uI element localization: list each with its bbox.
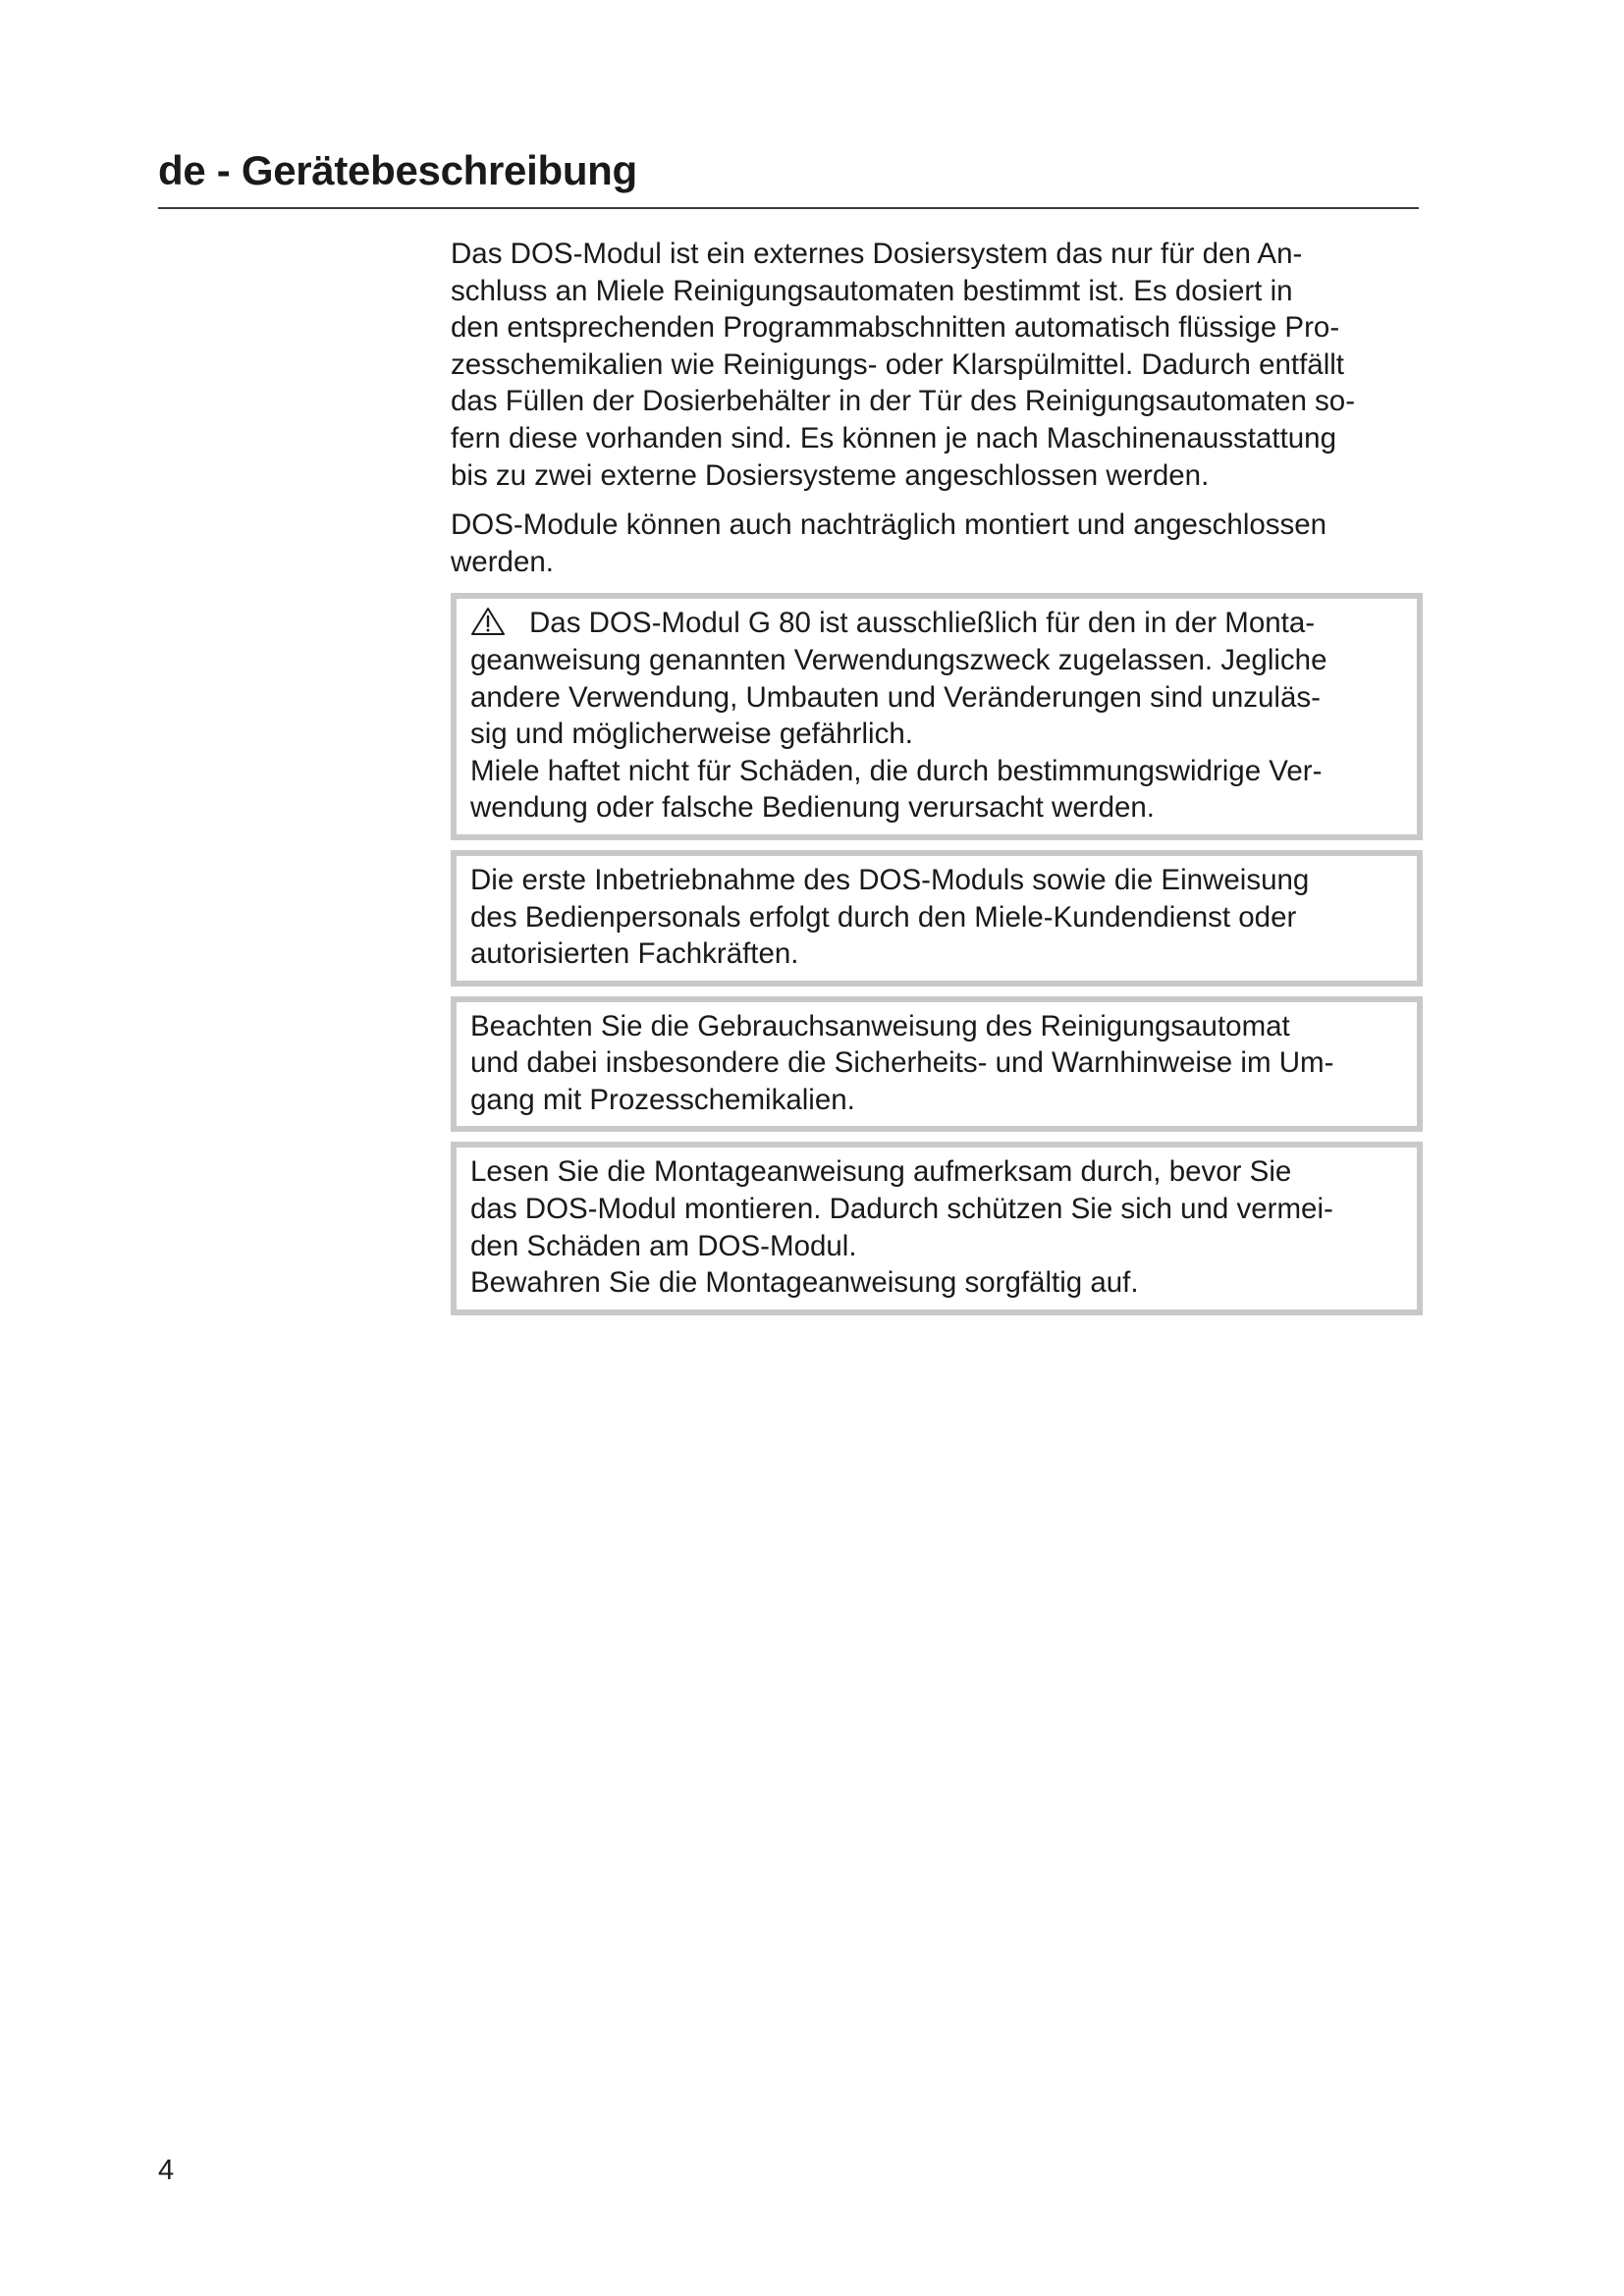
- text-line: Miele haftet nicht für Schäden, die durch bestimmungswidrige Ver-: [470, 754, 1323, 787]
- text-line: DOS-Module können auch nachträglich montiert und angeschlossen: [451, 508, 1327, 542]
- text-line: autorisierten Fachkräften.: [470, 937, 799, 971]
- text-line: fern diese vorhanden sind. Es können je nach Maschinenausstattung: [451, 421, 1336, 454]
- text-line: den entsprechenden Programmabschnitten automatisch flüssige Pro-: [451, 311, 1340, 345]
- instructions-note-box: [451, 996, 1423, 1133]
- intro-paragraph: [451, 236, 1423, 494]
- warning-note-box: [451, 593, 1423, 840]
- warning-triangle-icon: [470, 607, 506, 636]
- commissioning-note-box: [451, 850, 1423, 987]
- assembly-note-box: [451, 1142, 1423, 1314]
- page-title: de - Gerätebeschreibung: [158, 147, 637, 193]
- text-line: [470, 605, 1399, 642]
- text-line: Beachten Sie die Gebrauchsanweisung des Reinigungsautomat: [470, 1009, 1290, 1042]
- text-line: Das DOS-Modul ist ein externes Dosiersystem das nur für den An-: [451, 238, 1303, 270]
- text-line: schluss an Miele Reinigungsautomaten bestimmt ist. Es dosiert in: [451, 274, 1293, 307]
- text-line: werden.: [451, 545, 554, 578]
- text-line: und dabei insbesondere die Sicherheits- und Warnhinweise im Um-: [470, 1046, 1334, 1080]
- text-line: Bewahren Sie die Montageanweisung sorgfältig auf.: [470, 1266, 1139, 1300]
- warning-text-first: Das DOS-Modul G 80 ist ausschließlich für den in der Monta-: [529, 607, 1316, 640]
- text-line: Die erste Inbetriebnahme des DOS-Moduls sowie die Einweisung: [470, 863, 1310, 896]
- text-line: andere Verwendung, Umbauten und Veränderungen sind unzuläs-: [470, 680, 1321, 714]
- text-line: des Bedienpersonals erfolgt durch den Miele-Kundendienst oder: [470, 900, 1297, 934]
- text-line: zesschemikalien wie Reinigungs- oder Klarspülmittel. Dadurch entfällt: [451, 347, 1345, 381]
- title-divider: [158, 207, 1419, 209]
- text-line: geanweisung genannten Verwendungszweck zugelassen. Jegliche: [470, 643, 1327, 676]
- text-line: sig und möglicherweise gefährlich.: [470, 718, 913, 751]
- text-line: Lesen Sie die Montageanweisung aufmerksam durch, bevor Sie: [470, 1155, 1292, 1189]
- page-number: 4: [158, 2155, 175, 2186]
- text-line: bis zu zwei externe Dosiersysteme angeschlossen werden.: [451, 458, 1210, 492]
- main-content: [451, 236, 1423, 1325]
- text-line: wendung oder falsche Bedienung verursacht werden.: [470, 791, 1155, 825]
- text-line: das Füllen der Dosierbehälter in der Tür des Reinigungsautomaten so-: [451, 385, 1356, 418]
- text-line: gang mit Prozesschemikalien.: [470, 1083, 855, 1116]
- retrofit-paragraph: [451, 507, 1423, 580]
- text-line: den Schäden am DOS-Modul.: [470, 1229, 857, 1262]
- text-line: das DOS-Modul montieren. Dadurch schützen Sie sich und vermei-: [470, 1193, 1333, 1226]
